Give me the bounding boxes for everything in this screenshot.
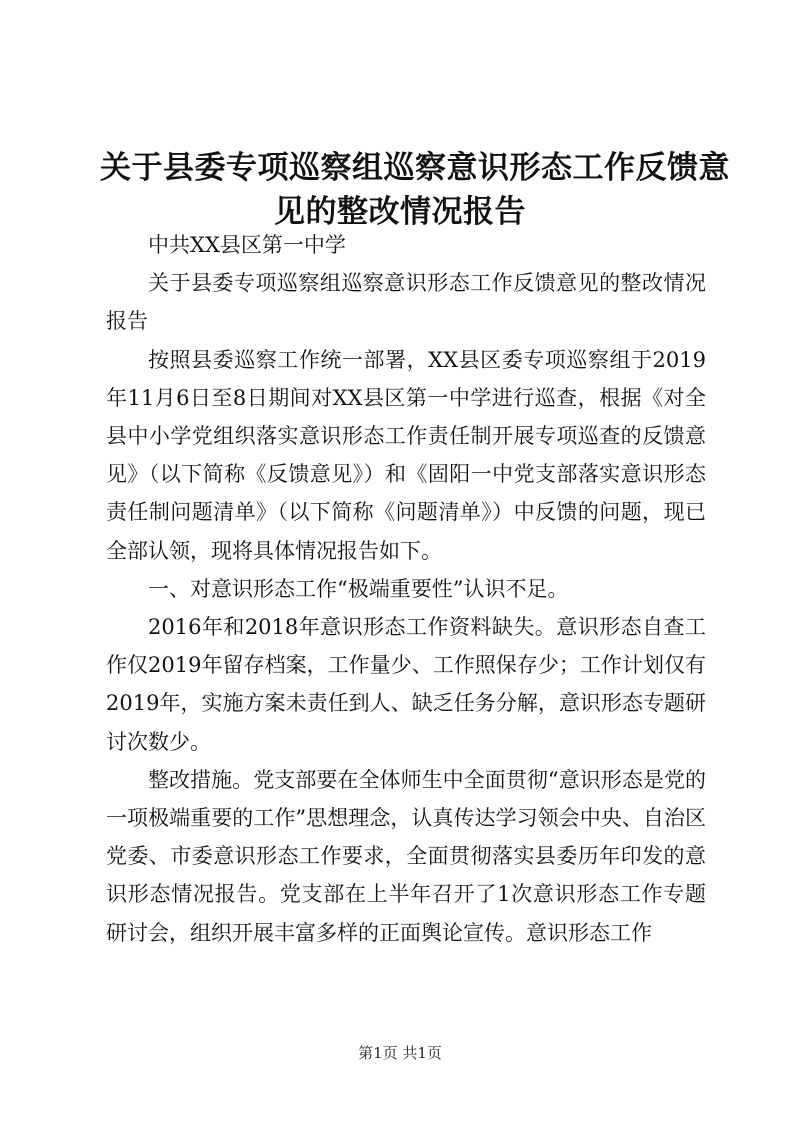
document-title: [100, 146, 730, 234]
paragraph-problems: 2016年和2018年意识形态工作资料缺失。意识形态自查工作仅2019年留存档案，工作量少、工作照保存少；工作计划仅有2019年，实施方案未责任到人、缺乏任务分解，意识形态专题研讨次数少。: [106, 615, 706, 754]
title-line-1: 关于县委专项巡察组巡察意识形态工作反馈意: [100, 150, 730, 186]
document-body: [106, 226, 706, 952]
paragraph-measures: 整改措施。党支部要在全体师生中全面贯彻“意识形态是党的一项极端重要的工作”思想理念，认真传达学习领会中央、自治区党委、市委意识形态工作要求，全面贯彻落实县委历年印发的意识形态情况报告。党支部在上半年召开了1次意识形态工作专题研讨会，组织开展丰富多样的正面舆论宣传。意识形态工作: [106, 767, 706, 945]
organization-line: 中共XX县区第一中学: [148, 233, 346, 257]
report-subtitle: 关于县委专项巡察组巡察意识形态工作反馈意见的整改情况报告: [106, 271, 706, 334]
page-footer: 第1页 共1页: [358, 1044, 442, 1062]
section-heading-1: 一、对意识形态工作“极端重要性”认识不足。: [148, 576, 569, 601]
paragraph-intro: 按照县委巡察工作统一部署，XX县区委专项巡察组于2019年11月6日至8日期间对XX县区第一中学进行巡查，根据《对全县中小学党组织落实意识形态工作责任制开展专项巡查的反馈意见》（以下简称《反馈意见》）和《固阳一中党支部落实意识形态责任制问题清单》（以下简称《问题清单》）中反馈的问题，现已全部认领，现将具体情况报告如下。: [106, 347, 706, 563]
title-line-2: 见的整改情况报告: [274, 194, 526, 230]
